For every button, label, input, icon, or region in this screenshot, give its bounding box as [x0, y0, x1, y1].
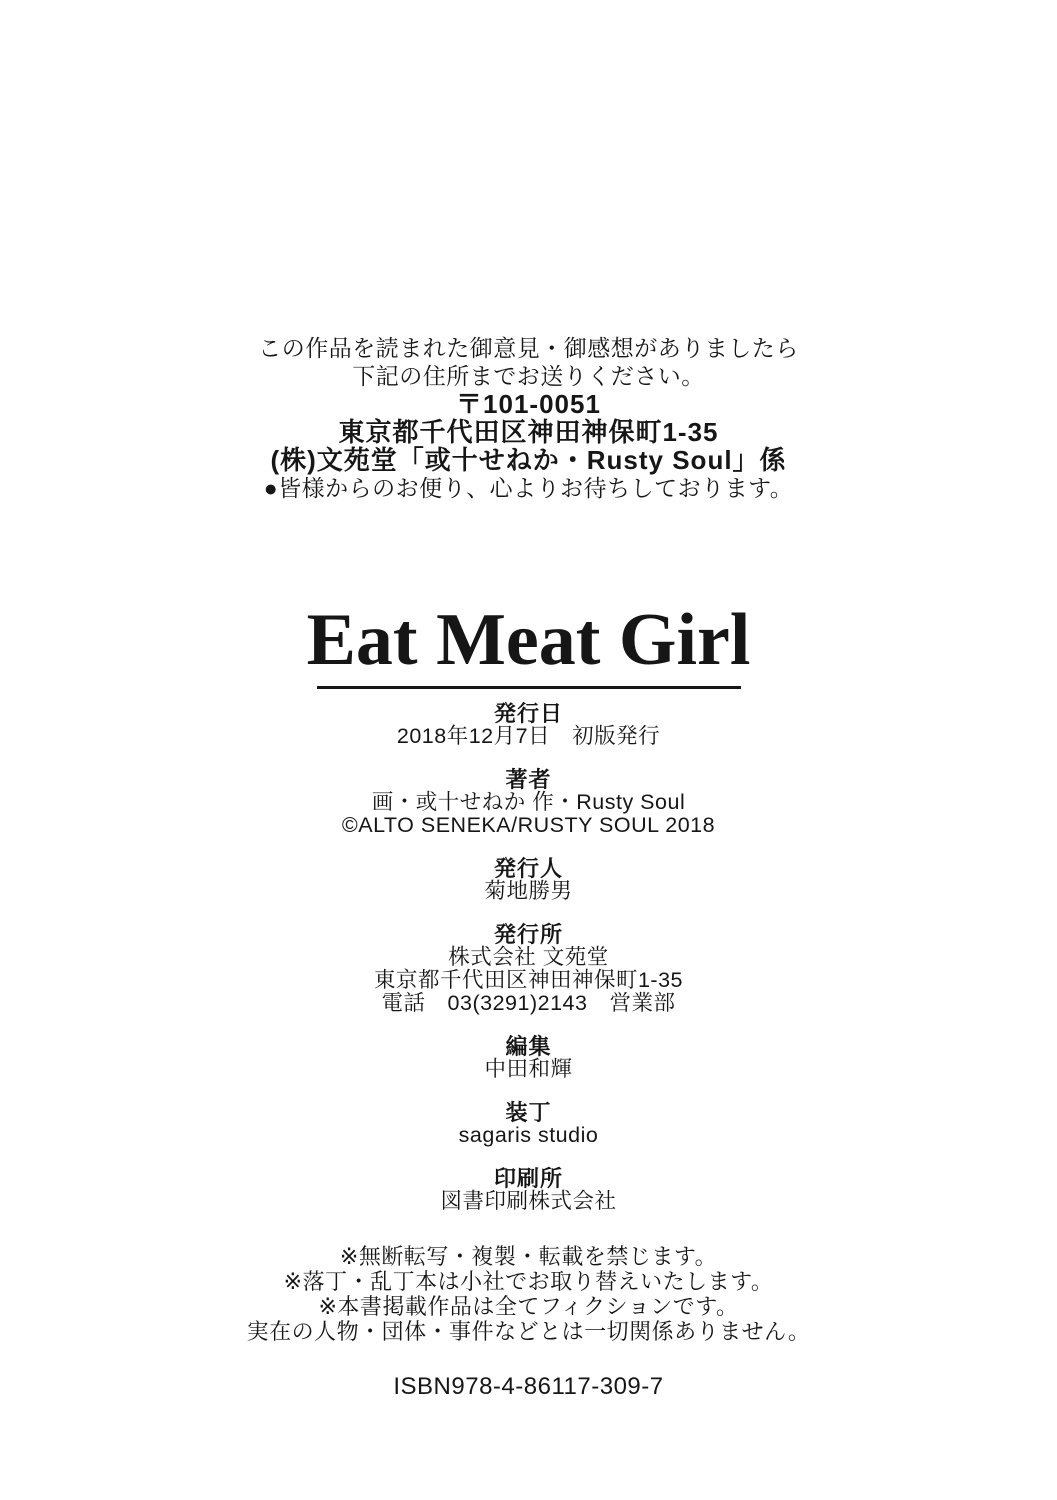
colophon-section-editor: [0, 1035, 1057, 1081]
design-studio-name: sagaris studio: [458, 1123, 599, 1147]
colophon-section-publisher-person: [0, 857, 1057, 903]
colophon-section-design: [0, 1101, 1057, 1147]
title-underline: [317, 686, 741, 689]
mailing-address: 東京都千代田区神田神保町1-35: [338, 417, 719, 447]
publisher-company: 株式会社 文苑堂: [448, 945, 609, 969]
feedback-line-2: 下記の住所までお送りください。: [352, 363, 705, 389]
publisher-address: 東京都千代田区神田神保町1-35: [373, 968, 684, 992]
colophon-section-printer: [0, 1167, 1057, 1213]
notice-fiction-2: 実在の人物・団体・事件などとは一切関係ありません。: [246, 1319, 811, 1344]
section-heading: 印刷所: [493, 1166, 563, 1191]
notice-defective-copies: ※落丁・乱丁本は小社でお取り替えいたします。: [283, 1269, 774, 1294]
legal-notices: [0, 1244, 1057, 1344]
feedback-closing: ●皆様からのお便り、心よりお待ちしております。: [263, 475, 794, 501]
isbn: ISBN978-4-86117-309-7: [393, 1373, 664, 1400]
postal-code: 〒101-0051: [456, 389, 601, 419]
section-heading: 発行日: [493, 701, 563, 726]
author-names: 画・或十せねか 作・Rusty Soul: [371, 790, 686, 814]
book-title: Eat Meat Girl: [306, 599, 751, 681]
notice-fiction: ※本書掲載作品は全てフィクションです。: [318, 1294, 739, 1319]
mailing-recipient: (株)文苑堂「或十せねか・Rusty Soul」係: [270, 445, 787, 475]
section-heading: 発行所: [493, 922, 563, 947]
feedback-line-1: この作品を読まれた御意見・御感想がありましたら: [258, 335, 799, 361]
colophon-section-author: [0, 768, 1057, 837]
colophon-section-publisher-office: [0, 923, 1057, 1015]
notice-no-reproduction: ※無断転写・複製・転載を禁じます。: [339, 1244, 718, 1269]
feedback-notice: [0, 334, 1057, 502]
title-block: [0, 601, 1057, 689]
section-heading: 編集: [505, 1034, 552, 1059]
section-heading: 著者: [505, 767, 552, 792]
publisher-phone: 電話 03(3291)2143 営業部: [381, 991, 676, 1015]
issue-date-value: 2018年12月7日 初版発行: [396, 724, 661, 748]
editor-name: 中田和輝: [484, 1057, 573, 1081]
printer-company: 図書印刷株式会社: [440, 1189, 617, 1213]
publisher-person-name: 菊地勝男: [484, 879, 573, 903]
colophon: [0, 702, 1057, 1233]
copyright-line: ©ALTO SENEKA/RUSTY SOUL 2018: [341, 813, 716, 837]
colophon-section-issue-date: [0, 702, 1057, 748]
section-heading: 装丁: [505, 1100, 552, 1125]
section-heading: 発行人: [493, 856, 563, 881]
